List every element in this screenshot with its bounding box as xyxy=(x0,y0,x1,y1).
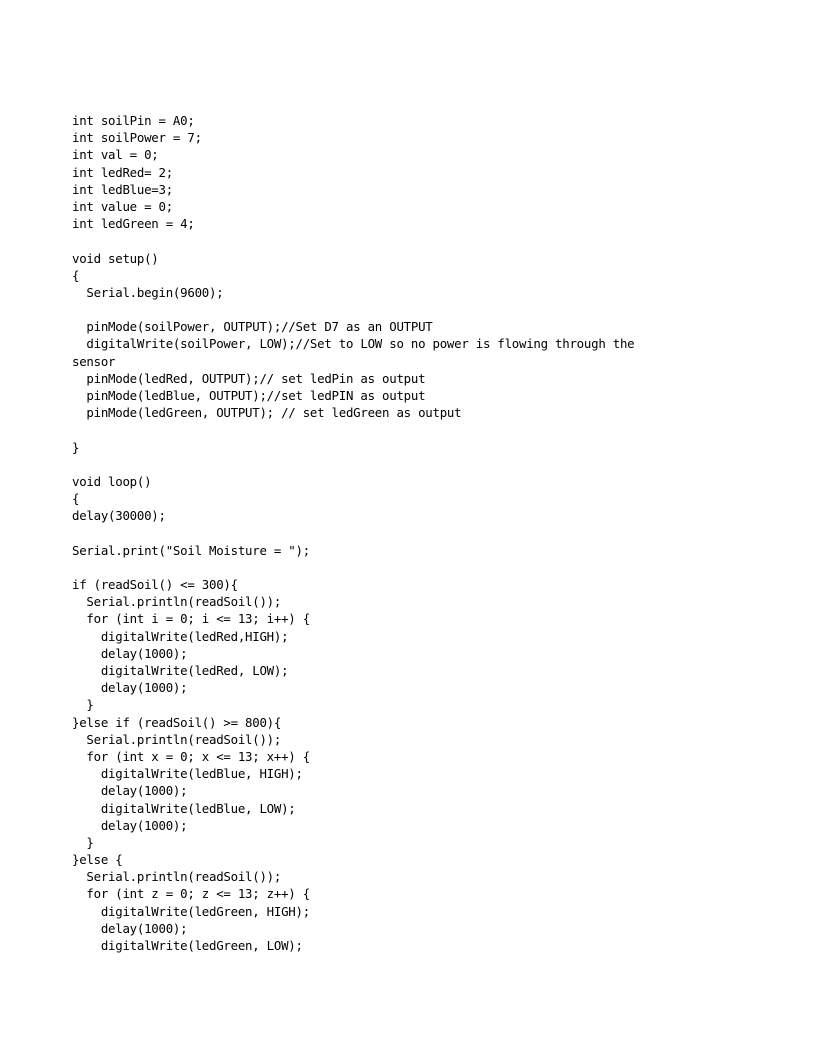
code-line: }else { xyxy=(72,852,123,868)
code-line: delay(1000); xyxy=(72,920,188,936)
code-line: }else if (readSoil() >= 800){ xyxy=(72,714,282,730)
code-line: pinMode(ledGreen, OUTPUT); // set ledGreen as output xyxy=(72,405,462,421)
code-line: delay(1000); xyxy=(72,680,188,696)
code-line: } xyxy=(72,439,80,455)
code-line: digitalWrite(ledGreen, HIGH); xyxy=(72,903,310,919)
code-line: Serial.println(readSoil()); xyxy=(72,869,282,885)
code-line: for (int i = 0; i <= 13; i++) { xyxy=(72,611,310,627)
code-line: void setup() xyxy=(72,250,159,266)
code-line: sensor xyxy=(72,353,116,369)
code-line: pinMode(ledRed, OUTPUT);// set ledPin as output xyxy=(72,370,426,386)
code-line: } xyxy=(72,697,94,713)
code-line: int ledBlue=3; xyxy=(72,181,173,197)
code-line: void loop() xyxy=(72,473,152,489)
code-line: digitalWrite(ledBlue, HIGH); xyxy=(72,766,303,782)
code-line: digitalWrite(ledGreen, LOW); xyxy=(72,938,303,953)
code-line: Serial.begin(9600); xyxy=(72,284,224,300)
code-line xyxy=(72,421,762,438)
code-listing xyxy=(72,112,762,954)
code-line: int value = 0; xyxy=(72,198,173,214)
code-line xyxy=(72,232,762,249)
code-line: delay(1000); xyxy=(72,783,188,799)
code-line: int soilPin = A0; xyxy=(72,113,195,128)
code-line: int val = 0; xyxy=(72,147,159,163)
code-line xyxy=(72,559,762,576)
code-line: { xyxy=(72,491,80,507)
code-line: digitalWrite(soilPower, LOW);//Set to LOW so no power is flowing through the xyxy=(72,336,635,352)
code-line: Serial.println(readSoil()); xyxy=(72,594,282,610)
code-line: int ledRed= 2; xyxy=(72,164,173,180)
code-line: Serial.print("Soil Moisture = "); xyxy=(72,542,310,558)
code-line xyxy=(72,456,762,473)
code-line: int ledGreen = 4; xyxy=(72,216,195,232)
code-line xyxy=(72,525,762,542)
code-line: Serial.println(readSoil()); xyxy=(72,731,282,747)
code-line: pinMode(soilPower, OUTPUT);//Set D7 as an OUTPUT xyxy=(72,319,433,335)
code-line: digitalWrite(ledBlue, LOW); xyxy=(72,800,296,816)
code-line: delay(1000); xyxy=(72,817,188,833)
code-line: int soilPower = 7; xyxy=(72,130,202,146)
code-line: digitalWrite(ledRed,HIGH); xyxy=(72,628,289,644)
code-line: if (readSoil() <= 300){ xyxy=(72,577,238,593)
code-line: pinMode(ledBlue, OUTPUT);//set ledPIN as output xyxy=(72,388,426,403)
code-line: } xyxy=(72,834,94,850)
code-line: { xyxy=(72,267,80,283)
code-line: delay(30000); xyxy=(72,508,166,524)
code-line: for (int z = 0; z <= 13; z++) { xyxy=(72,886,310,902)
code-line: digitalWrite(ledRed, LOW); xyxy=(72,663,289,678)
code-line xyxy=(72,301,762,318)
code-line: for (int x = 0; x <= 13; x++) { xyxy=(72,748,310,764)
code-line: delay(1000); xyxy=(72,645,188,661)
